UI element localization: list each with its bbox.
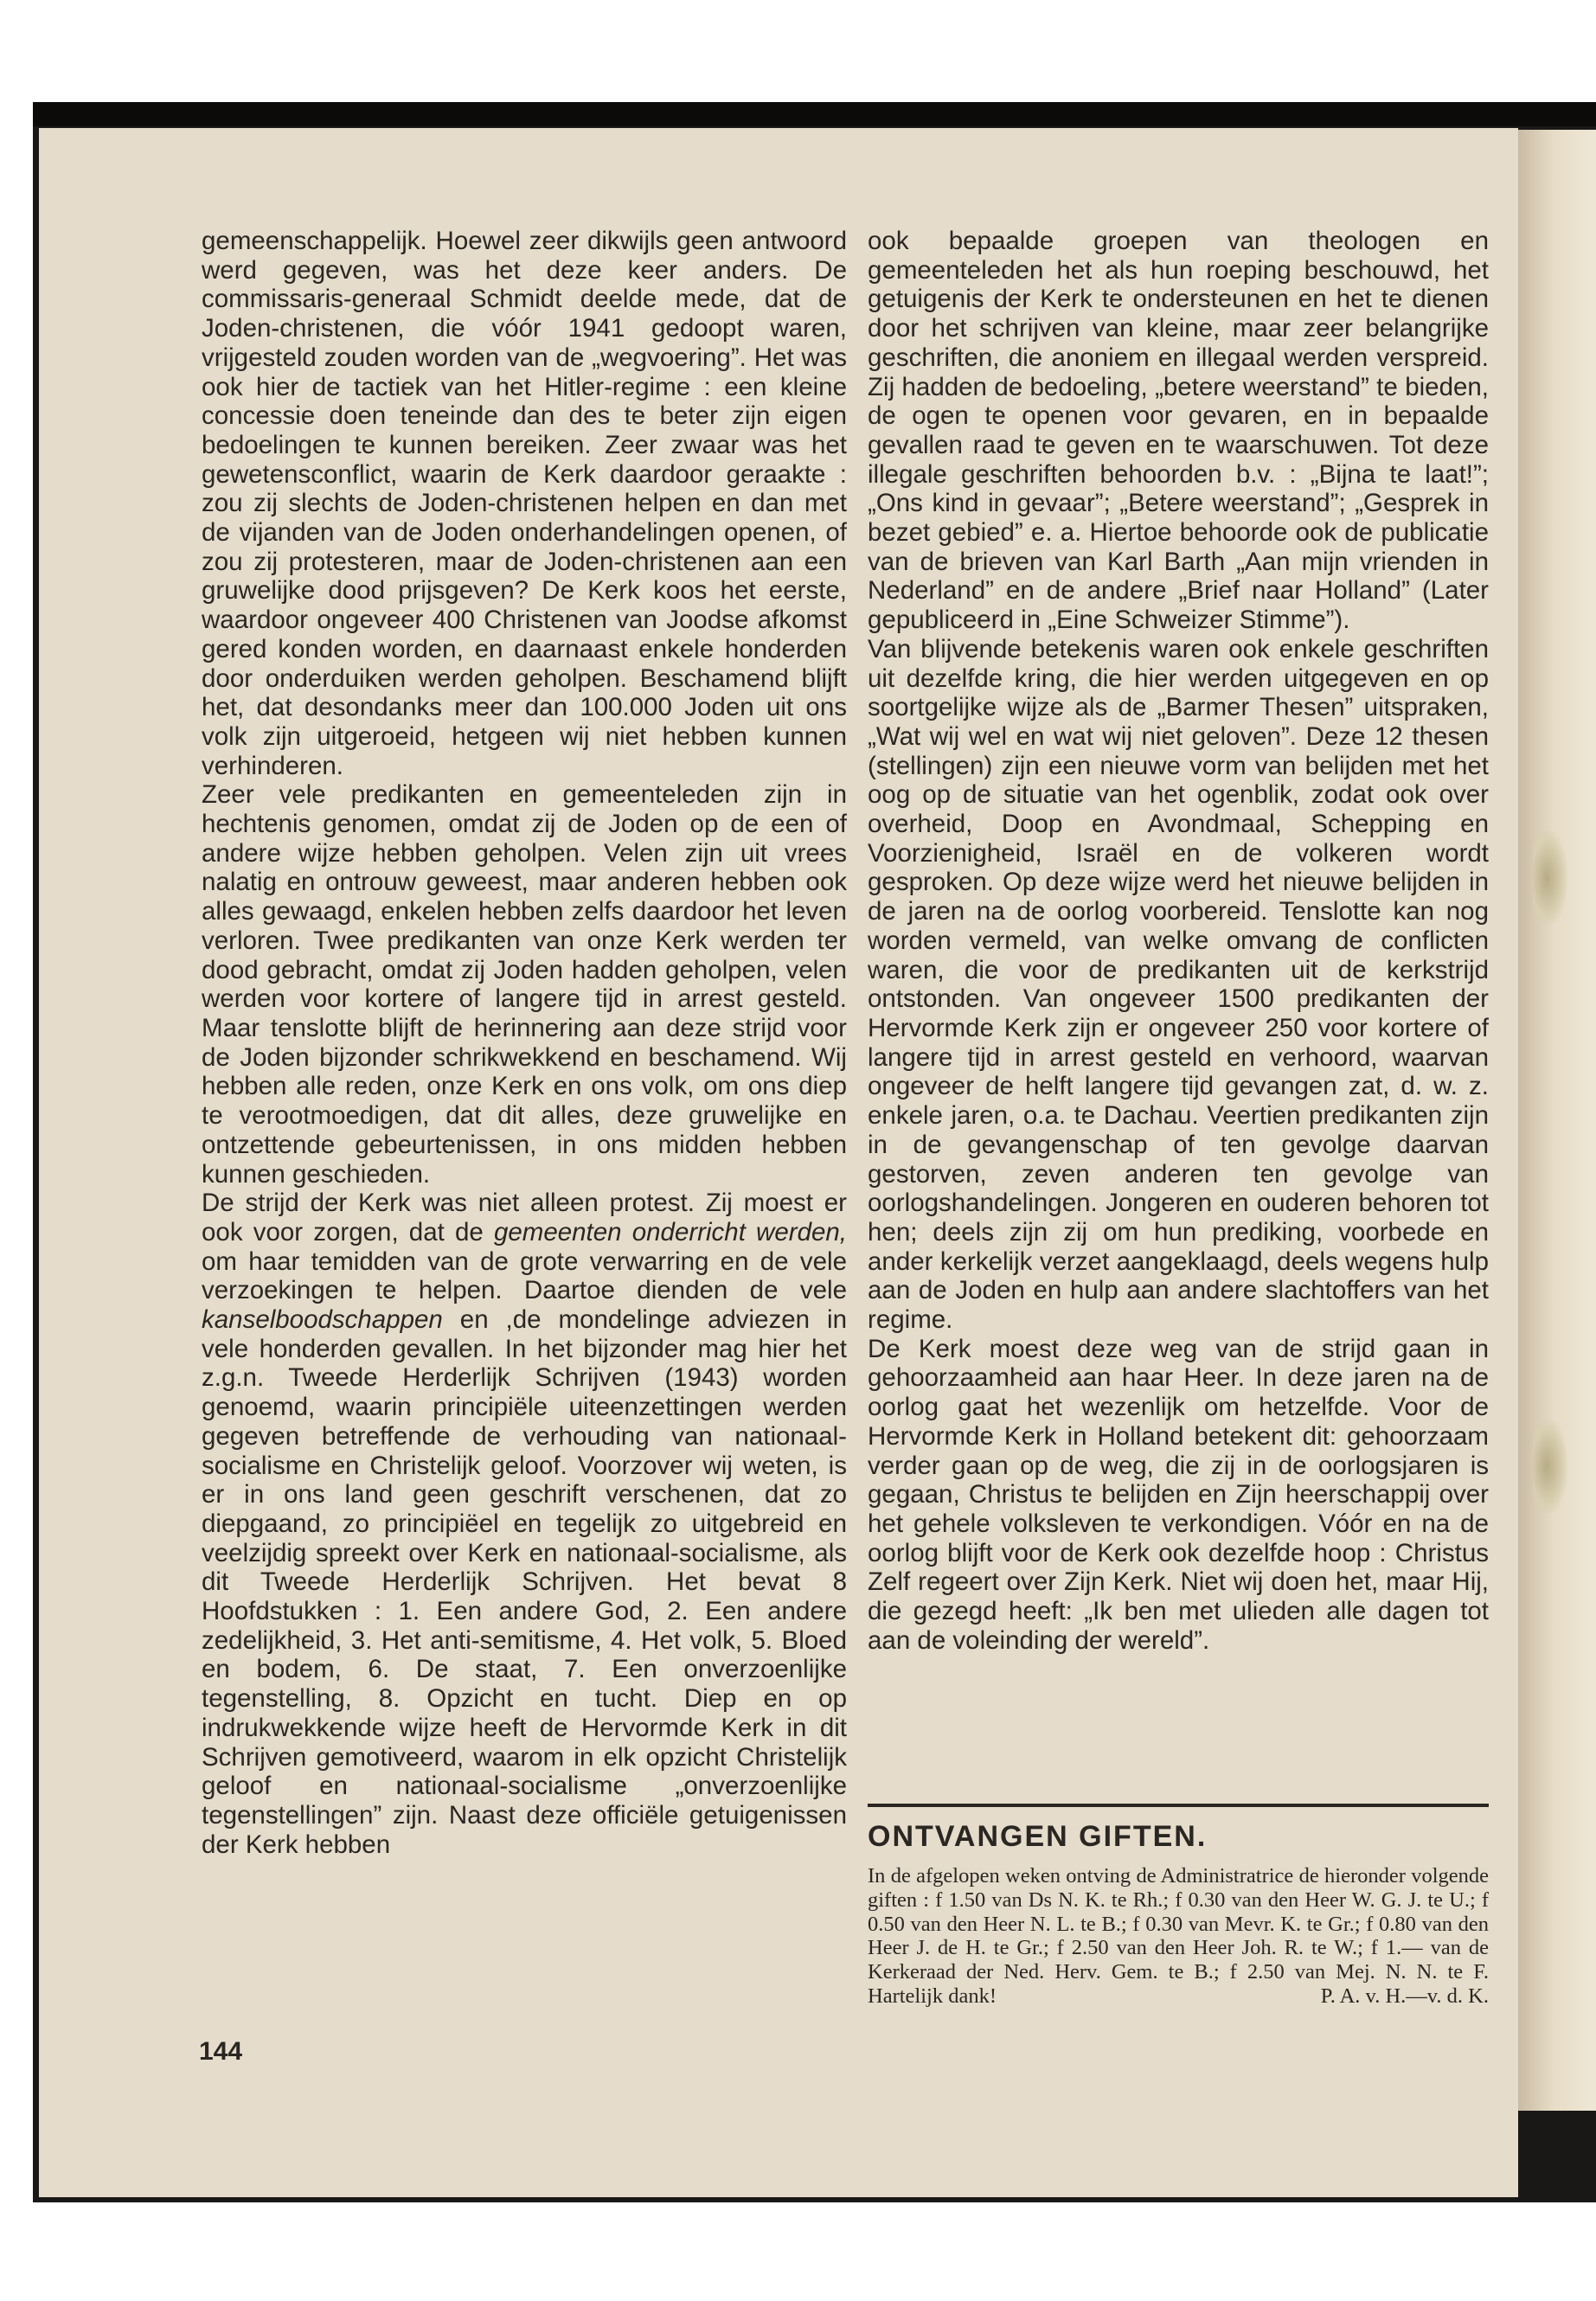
- left-paragraph-1: gemeenschappelijk. Hoewel zeer dikwijls geen antwoord werd gegeven, was het deze keer anders. De commissaris-generaal Schmidt deelde mede, dat de Joden-christenen, die vóór 1941 gedoopt waren, vrijgesteld zouden worden van de „wegvoering”. Het was ook hier de tactiek van het Hitler-regime : een kleine concessie doen teneinde dan des te beter zijn eigen bedoelingen te kunnen bereiken. Zeer zwaar was het gewetensconflict, waarin de Kerk daardoor geraakte : zou zij slechts de Joden-christenen helpen en dan met de vijanden van de Joden onderhandelingen openen, of zou zij protesteren, maar de Joden-christenen aan een gruwelijke dood prijsgeven? De Kerk koos het eerste, waardoor ongeveer 400 Christenen van Joodse afkomst gered konden worden, en daarnaast enkele honderden door onderduiken werden geholpen. Beschamend blijft het, dat desondanks meer dan 100.000 Joden uit ons volk zijn uitgeroeid, hetgeen wij niet hebben kunnen verhinderen.: [202, 227, 847, 780]
- scan-top-edge: [33, 102, 1596, 126]
- right-column: [868, 227, 1489, 1655]
- gifts-body: In de afgelopen weken ontving de Administratrice de hieronder volgende giften : f 1.50 van Ds N. K. te Rh.; f 0.30 van den Heer W. G. J. te U.; f 0.50 van den Heer N. L. te B.; f 0.30 van Mevr. K. te Gr.; f 0.80 van den Heer J. de H. te Gr.; f 2.50 van den Heer Joh. R. te W.; f 1.— van de Kerkeraad der Ned. Herv. Gem. te B.; f 2.50 van Mej. N. N. te F. Hartelijk dank!: [868, 1864, 1489, 2008]
- next-page-edge: [1518, 130, 1596, 2111]
- left-paragraph-2: Zeer vele predikanten en gemeenteleden zijn in hechtenis genomen, omdat zij de Joden op de een of andere wijze hebben geholpen. Velen zijn uit vrees nalatig en ontrouw geweest, maar anderen hebben ook alles gewaagd, enkelen hebben zelfs daardoor het leven verloren. Twee predikanten van onze Kerk werden ter dood gebracht, omdat zij Joden hadden geholpen, velen werden voor kortere of langere tijd in arrest gesteld. Maar tenslotte blijft de herinnering aan deze strijd voor de Joden bijzonder schrikwekkend en beschamend. Wij hebben alle reden, onze Kerk en ons volk, om ons diep te verootmoedigen, dat dit alles, deze gruwelijke en ontzettende gebeurtenissen, in ons midden hebben kunnen geschieden.: [202, 780, 847, 1189]
- binding-tab-lower: [1533, 1419, 1567, 1514]
- gifts-heading: ONTVANGEN GIFTEN.: [868, 1820, 1208, 1853]
- emphasis-gemeenten: gemeenten onderricht werden,: [493, 1217, 848, 1247]
- right-paragraph-3: De Kerk moest deze weg van de strijd gaan in gehoorzaamheid aan haar Heer. In deze jaren na de oorlog gaat het wezenlijk om hetzelfde. Voor de Hervormde Kerk in Holland betekent dit: gehoorzaam verder gaan op de weg, die zij in de oorlogsjaren is gegaan, Christus te belijden en Zijn heerschappij over het gehele volksleven te verkondigen. Vóór en na de oorlog blijft voor de Kerk ook dezelfde hoop : Christus Zelf regeert over Zijn Kerk. Niet wij doen het, maar Hij, die gezegd heeft: „Ik ben met ulieden alle dagen tot aan de voleinding der wereld”.: [868, 1334, 1489, 1655]
- right-paragraph-2: Van blijvende betekenis waren ook enkele geschriften uit dezelfde kring, die hier werden uitgegeven en op soortgelijke wijze als de „Barmer Thesen” uitspraken, „Wat wij wel en wat wij niet geloven”. Deze 12 thesen (stellingen) zijn een nieuwe vorm van belijden met het oog op de situatie van het ogenblik, zodat ook over overheid, Doop en Avondmaal, Schepping en Voorzienigheid, Israël en de volkeren wordt gesproken. Op deze wijze werd het nieuwe belijden in de jaren na de oorlog voorbereid. Tenslotte kan nog worden vermeld, van welke omvang de conflicten waren, die voor de predikanten uit de kerkstrijd ontstonden. Van ongeveer 1500 predikanten der Hervormde Kerk zijn er ongeveer 250 voor kortere of langere tijd in arrest gesteld en verhoord, waarvan ongeveer de helft langere tijd gevangen zat, d. w. z. enkele jaren, o.a. te Dachau. Veertien predikanten zijn in de gevangenschap of ten gevolge daarvan gestorven, zeven anderen ten gevolge van oorlogshandelingen. Jongeren en ouderen behoren tot hen; deels zijn zij om hun prediking, voorbede en ander kerkelijk verzet aangeklaagd, deels wegens hulp aan de Joden en hulp aan andere slachtoffers van het regime.: [868, 634, 1489, 1335]
- emphasis-kanselboodschappen: kanselboodschappen: [202, 1305, 443, 1335]
- left-paragraph-3: De strijd der Kerk was niet alleen protest. Zij moest er ook voor zorgen, dat de gemeenten onderricht werden, om haar temidden van de grote verwarring en de vele verzoekingen te helpen. Daartoe dienden de vele kanselboodschappen en ,de mondelinge adviezen in vele honderden gevallen. In het bijzonder mag hier het z.g.n. Tweede Herderlijk Schrijven (1943) worden genoemd, waarin principiële uiteenzettingen werden gegeven betreffende de verhouding van nationaal-socialisme en Christelijk geloof. Voorzover wij weten, is er in ons land geen geschrift verschenen, dat zo diepgaand, zo principiëel en tegelijk zo uitgebreid en veelzijdig spreekt over Kerk en nationaal-socialisme, als dit Tweede Herderlijk Schrijven. Het bevat 8 Hoofdstukken : 1. Een andere God, 2. Een andere zedelijkheid, 3. Het anti-semitisme, 4. Het volk, 5. Bloed en bodem, 6. De staat, 7. Een onverzoenlijke tegenstelling, 8. Opzicht en tucht. Diep en op indrukwekkende wijze heeft de Hervormde Kerk in dit Schrijven gemotiveerd, waarom in elk opzicht Christelijk geloof en nationaal-socialisme „onverzoenlijke tegenstellingen” zijn. Naast deze officiële getuigenissen der Kerk hebben: [202, 1189, 848, 1859]
- page-number: 144: [199, 2037, 243, 2066]
- section-divider: [868, 1804, 1489, 1807]
- right-paragraph-1: ook bepaalde groepen van theologen en gemeenteleden het als hun roeping beschouwd, het getuigenis der Kerk te ondersteunen en het te dienen door het schrijven van kleine, maar zeer belangrijke geschriften, die anoniem en illegaal werden verspreid. Zij hadden de bedoeling, „betere weerstand” te bieden, de ogen te openen voor gevaren, en in bepaalde gevallen raad te geven en te waarschuwen. Tot deze illegale geschriften behoorden b.v. : „Bijna te laat!”; „Ons kind in gevaar”; „Betere weerstand”; „Gesprek in bezet gebied” e. a. Hiertoe behoorde ook de publicatie van de brieven van Karl Barth „Aan mijn vrienden in Nederland” en de andere „Brief naar Holland” (Later gepubliceerd in „Eine Schweizer Stimme”).: [868, 227, 1489, 635]
- gifts-notice: [868, 1864, 1489, 2009]
- left-column: [202, 227, 847, 1859]
- binding-tab-upper: [1533, 830, 1567, 926]
- gifts-signature: P. A. v. H.—v. d. K.: [1320, 1984, 1489, 2008]
